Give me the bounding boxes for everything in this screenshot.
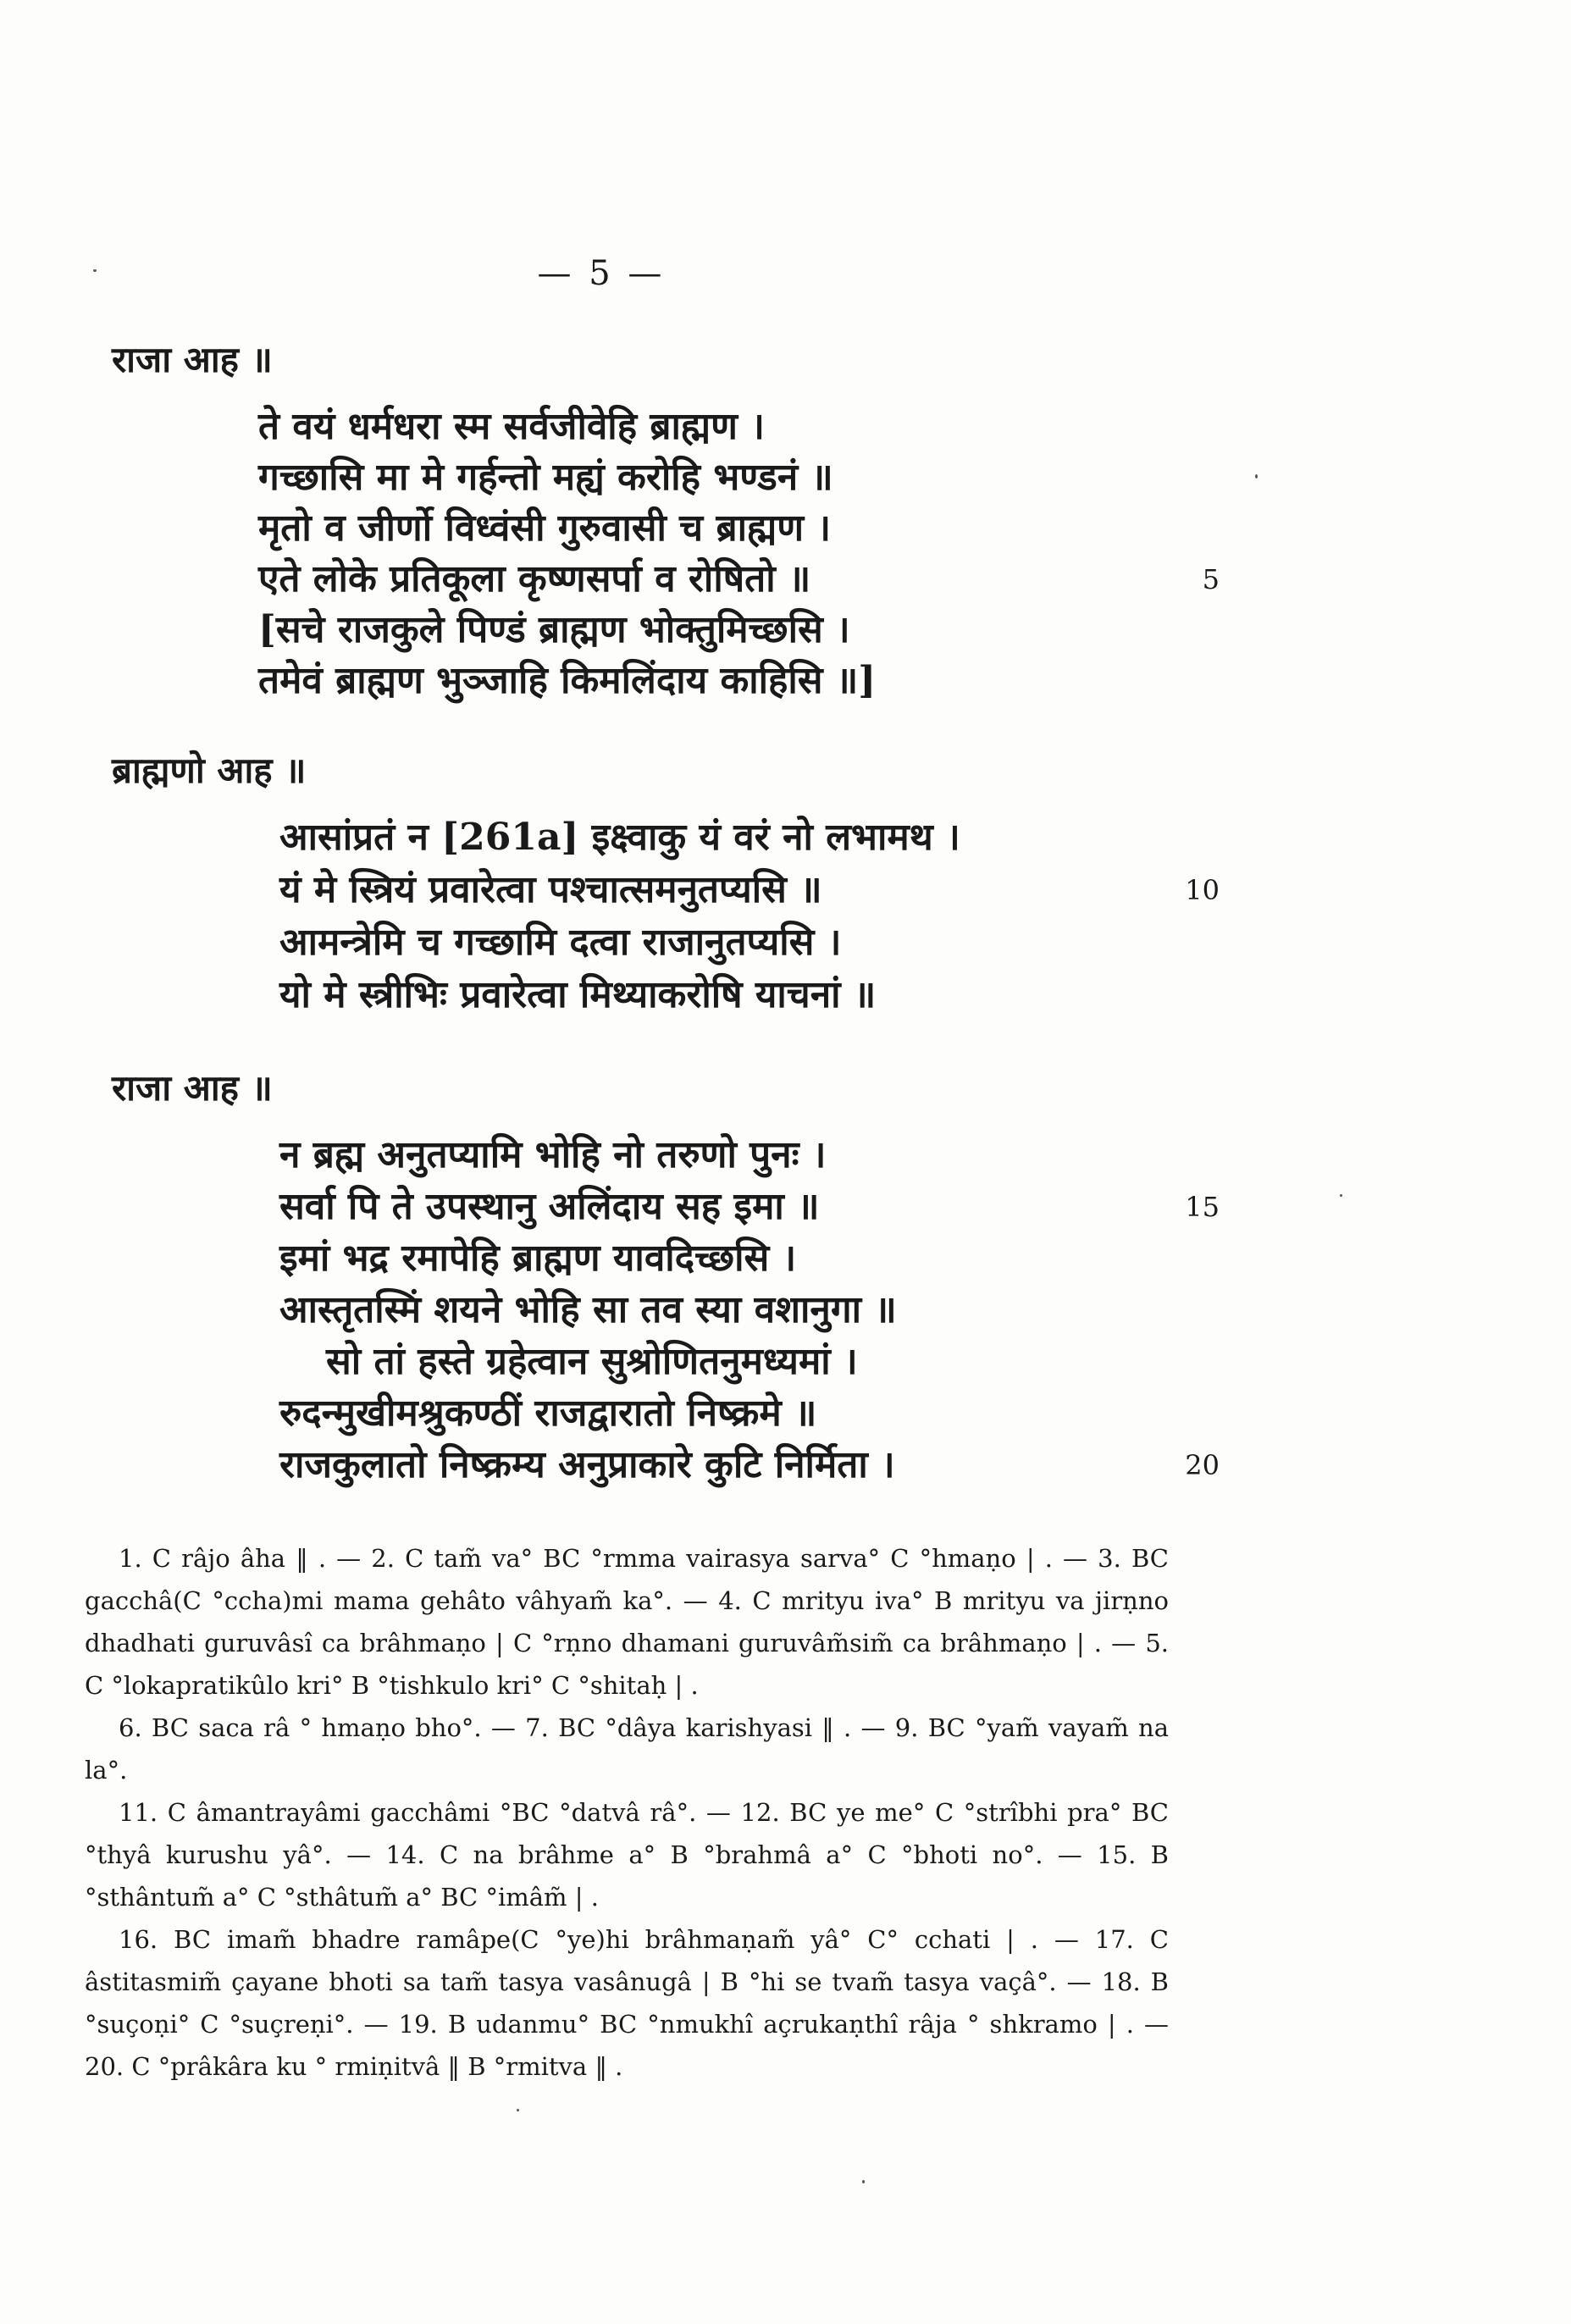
verse-text: [सचे राजकुले पिण्डं ब्राह्मण भोक्तुमिच्छसि । — [258, 608, 850, 651]
speaker-heading-3: राजा आह ॥ — [112, 1067, 273, 1109]
verse-line — [0, 1286, 1571, 1335]
verse-line — [0, 1182, 1571, 1231]
verse-line — [0, 656, 1571, 706]
verse-line — [0, 1131, 1571, 1180]
line-number: 15 — [1185, 1191, 1220, 1223]
verse-line — [0, 402, 1571, 451]
verse-text: इमां भद्र रमापेहि ब्राह्मण यावदिच्छसि । — [279, 1237, 797, 1280]
verse-text: यं मे स्त्रियं प्रवारेत्वा पश्चात्समनुतप्यसि ॥ — [279, 868, 822, 911]
verse-text: ते वयं धर्मधरा स्म सर्वजीवेहि ब्राह्मण । — [258, 405, 765, 448]
verse-text: सो तां हस्ते ग्रहेत्वान सुश्रोणितनुमध्यमां । — [326, 1340, 858, 1383]
footnote: 1. C râjo âha ‖ . — 2. C tam̃ va° BC °rmma vairasya sarva° C °hmaṇo | . — 3. BC gacchâ(C °ccha)mi mama gehâto vâhyam̃ ka°. — 4. C mrityu iva° B mrityu va jirṇno dhadhati guruvâsî ca brâhmaṇo | C °rṇno dhamani guruvâm̃sim̃ ca brâhmaṇo | . — 5. C °lokapratikûlo kri° B °tishkulo kri° C °shitaḥ | . — [85, 1544, 1169, 1700]
verse-line — [0, 1389, 1571, 1438]
scan-speck — [1255, 474, 1258, 479]
scan-speck — [517, 2109, 519, 2111]
verse-text: राजकुलातो निष्क्रम्य अनुप्राकारे कुटि निर्मिता । — [279, 1443, 895, 1486]
verse-text: सर्वा पि ते उपस्थानु अलिंदाय सह इमा ॥ — [279, 1185, 820, 1228]
verse-text: तमेवं ब्राह्मण भुञ्जाहि किमलिंदाय काहिसि ॥] — [258, 659, 877, 702]
verse-text: एते लोके प्रतिकूला कृष्णसर्पा व रोषितो ॥ — [258, 557, 811, 600]
verse-text: न ब्रह्म अनुतप्यामि भोहि नो तरुणो पुनः । — [279, 1133, 827, 1176]
footnote: 6. BC saca râ ° hmaṇo bho°. — 7. BC °dâya karishyasi ‖ . — 9. BC °yam̃ vayam̃ na la°. — [85, 1713, 1169, 1784]
verse-text: आसांप्रतं न [261a] इक्ष्वाकु यं वरं नो लभामथ । — [279, 816, 960, 859]
speaker-heading-2: ब्राह्मणो आह ॥ — [112, 750, 307, 791]
verse-text: गच्छासि मा मे गर्हन्तो मह्यं करोहि भण्डनं ॥ — [258, 456, 833, 499]
verse-text: आमन्त्रेमि च गच्छामि दत्वा राजानुतप्यसि । — [279, 921, 842, 964]
verse-line — [0, 606, 1571, 655]
page-number: — 5 — — [537, 254, 666, 293]
verse-line — [0, 918, 1571, 967]
line-number: 10 — [1185, 874, 1220, 906]
scan-speck — [93, 269, 97, 272]
verse-line — [0, 453, 1571, 502]
verse-line — [0, 504, 1571, 553]
verse-text: यो मे स्त्रीभिः प्रवारेत्वा मिथ्याकरोषि याचनां ॥ — [279, 973, 877, 1016]
verse-line — [0, 1337, 1571, 1386]
footnotes — [85, 1537, 1169, 2088]
verse-line — [0, 813, 1571, 862]
verse-text: मृतो व जीर्णो विध्वंसी गुरुवासी च ब्राह्मण । — [258, 506, 832, 550]
verse-line — [0, 1234, 1571, 1283]
verse-line — [0, 555, 1571, 604]
scan-speck — [1340, 1194, 1342, 1197]
line-number: 5 — [1202, 563, 1220, 595]
speaker-heading-1: राजा आह ॥ — [112, 339, 273, 380]
verse-text: आस्तृतस्मिं शयने भोहि सा तव स्या वशानुगा ॥ — [279, 1288, 897, 1331]
footnote: 11. C âmantrayâmi gacchâmi °BC °datvâ râ°. — 12. BC ye me° C °strîbhi pra° BC °thyâ kurushu yâ°. — 14. C na brâhme a° B °brahmâ a° C °bhoti no°. — 15. B °sthântum̃ a° C °sthâtum̃ a° BC °imâm̃ | . — [85, 1798, 1169, 1912]
line-number: 20 — [1185, 1449, 1220, 1481]
footnote: 16. BC imam̃ bhadre ramâpe(C °ye)hi brâhmaṇam̃ yâ° C° cchati | . — 17. C âstitasmim̃ çayane bhoti sa tam̃ tasya vasânugâ | B °hi se tvam̃ tasya vaçâ°. — 18. B °suçoṇi° C °suçreṇi°. — 19. B udanmu° BC °nmukhî açrukaṇthî râja ° shkramo | . — 20. C °prâkâra ku ° rmiṇitvâ ‖ B °rmitva ‖ . — [85, 1925, 1169, 2081]
verse-text: रुदन्मुखीमश्रुकण्ठीं राजद्वारातो निष्क्रमे ॥ — [279, 1392, 817, 1435]
verse-line — [0, 1441, 1571, 1490]
verse-line — [0, 971, 1571, 1020]
verse-line — [0, 866, 1571, 915]
scan-speck — [862, 2180, 865, 2183]
